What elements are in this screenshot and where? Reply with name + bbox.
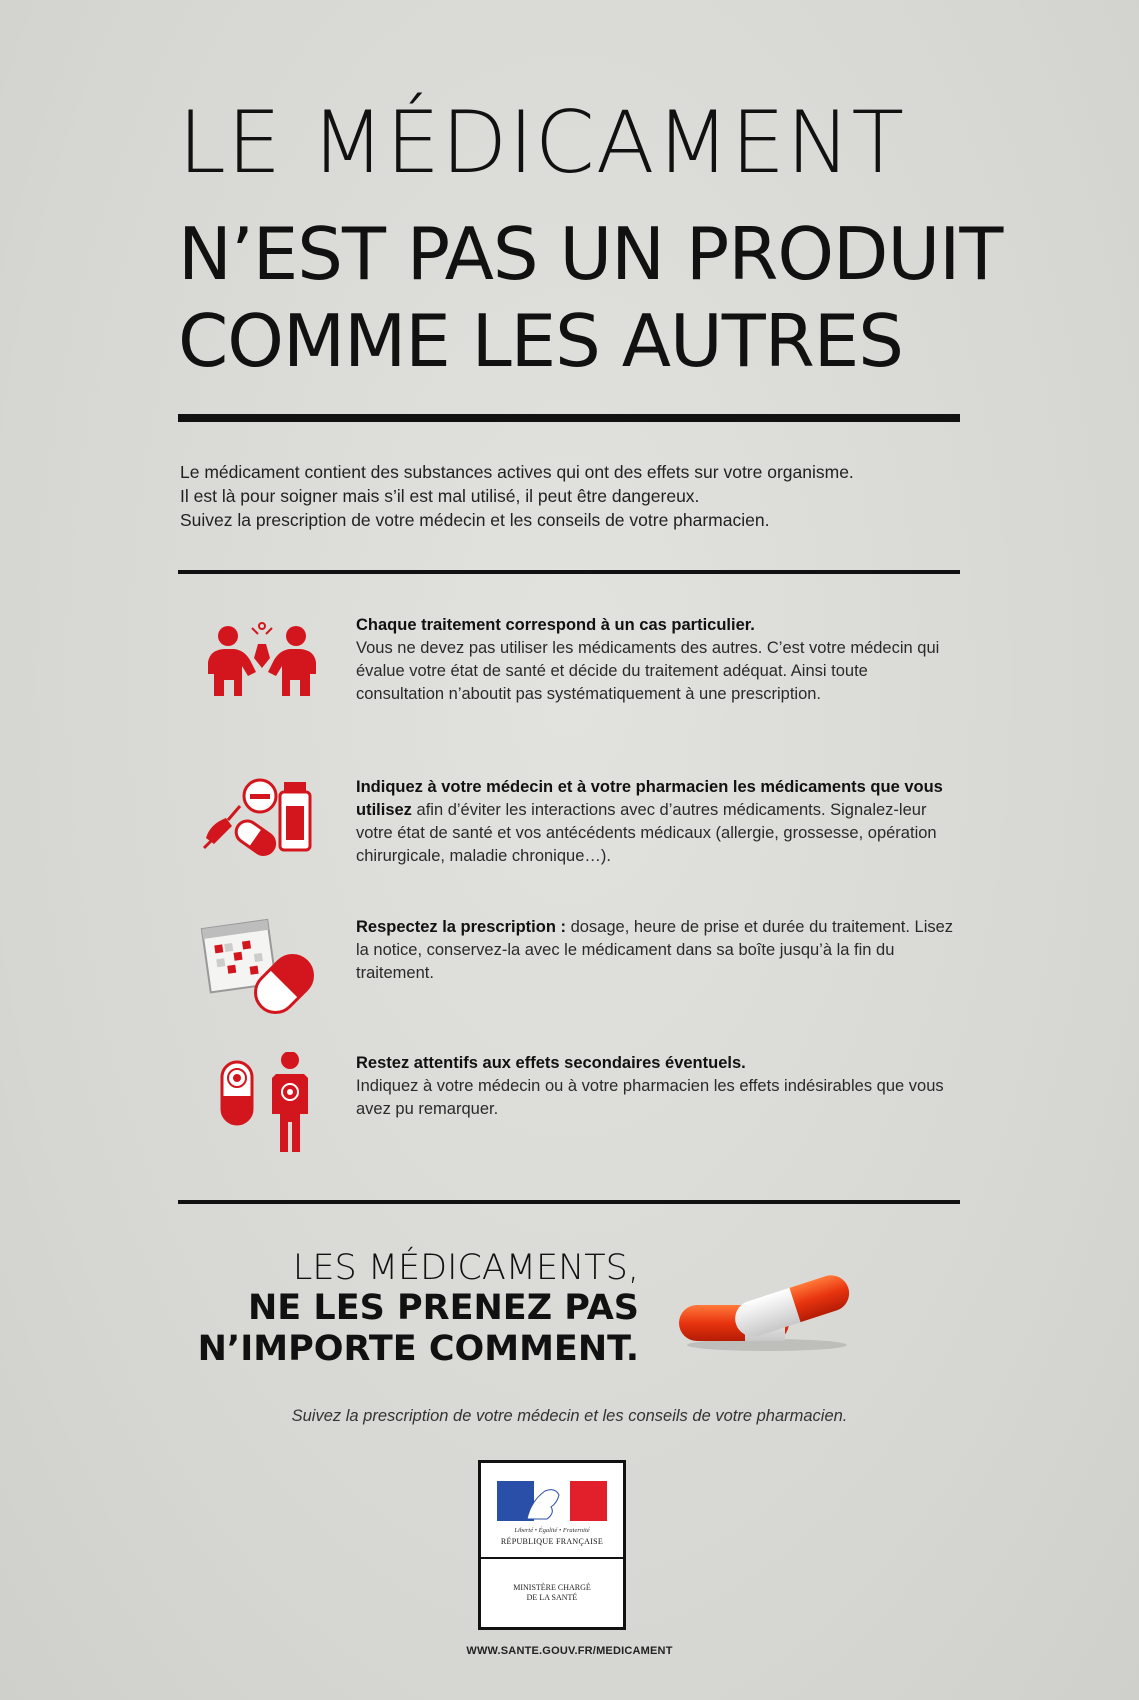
slogan-line-1: LES MÉDICAMENTS, <box>292 1248 639 1288</box>
intro-line-1: Le médicament contient des substances actives qui ont des effets sur votre organisme. <box>180 462 854 482</box>
logo-separator <box>481 1557 623 1559</box>
ministry-logo <box>478 1460 626 1630</box>
marianne-flag-icon <box>497 1481 607 1521</box>
advice-text-1 <box>356 614 956 706</box>
website-link[interactable]: WWW.SANTE.GOUV.FR/MEDICAMENT <box>466 1645 673 1657</box>
two-people-icon <box>200 614 325 724</box>
ministry-line-2: DE LA SANTÉ <box>526 1593 578 1602</box>
calendar-capsule-icon <box>200 916 325 1026</box>
advice-body-2: afin d’éviter les interactions avec d’autres médicaments. Signalez-leur votre état de santé et vos antécédents médicaux (allergie, grossesse, opération chirurgicale, maladie chronique…). <box>356 801 937 865</box>
advice-bold-2: Indiquez à votre médecin et à votre pharmacien les médicaments que vous utilisez <box>356 778 943 819</box>
title-line-2: N’EST PAS UN PRODUIT <box>178 212 1003 296</box>
advice-bold-3: Respectez la prescription : <box>356 918 566 936</box>
intro-paragraph <box>180 460 970 532</box>
intro-line-2: Il est là pour soigner mais s’il est mal utilisé, il peut être dangereux. <box>180 486 700 506</box>
intro-line-3: Suivez la prescription de votre médecin et les conseils de votre pharmacien. <box>180 510 770 530</box>
advice-footer: Suivez la prescription de votre médecin et les conseils de votre pharmacien. <box>291 1407 848 1425</box>
advice-body-4: Indiquez à votre médecin ou à votre pharmacien les effets indésirables que vous avez pu remarquer. <box>356 1077 944 1118</box>
slogan-line-3: N’IMPORTE COMMENT. <box>197 1328 639 1369</box>
title-line-3: COMME LES AUTRES <box>178 299 903 383</box>
devise-text: Liberté • Égalité • Fraternité <box>514 1527 590 1534</box>
capsule-icon <box>675 1265 855 1355</box>
section-divider-bottom <box>178 1200 960 1204</box>
title-divider <box>178 414 960 422</box>
republique-text: RÉPUBLIQUE FRANÇAISE <box>500 1537 604 1546</box>
advice-body-1: Vous ne devez pas utiliser les médicaments des autres. C’est votre médecin qui évalue votre état de santé et décide du traitement adéquat. Ainsi toute consultation n’aboutit pas systématiquement à une prescription. <box>356 639 940 703</box>
title-line-1: LE MÉDICAMENT <box>178 93 905 193</box>
advice-text-4 <box>356 1052 956 1121</box>
medicines-icon <box>200 776 325 886</box>
slogan <box>198 1248 639 1369</box>
advice-bold-4: Restez attentifs aux effets secondaires éventuels. <box>356 1054 746 1072</box>
section-divider-top <box>178 570 960 574</box>
advice-bold-1: Chaque traitement correspond à un cas particulier. <box>356 616 755 634</box>
slogan-line-2: NE LES PRENEZ PAS <box>248 1288 639 1329</box>
ministry-line-1: MINISTÈRE CHARGÉ <box>513 1583 591 1592</box>
ministry-name <box>481 1583 623 1603</box>
side-effects-icon <box>200 1052 325 1162</box>
advice-text-2 <box>356 776 956 868</box>
advice-text-3 <box>356 916 956 985</box>
advice-body-3: dosage, heure de prise et durée du traitement. Lisez la notice, conservez-la avec le médicament dans sa boîte jusqu’à la fin du traitement. <box>356 918 954 982</box>
